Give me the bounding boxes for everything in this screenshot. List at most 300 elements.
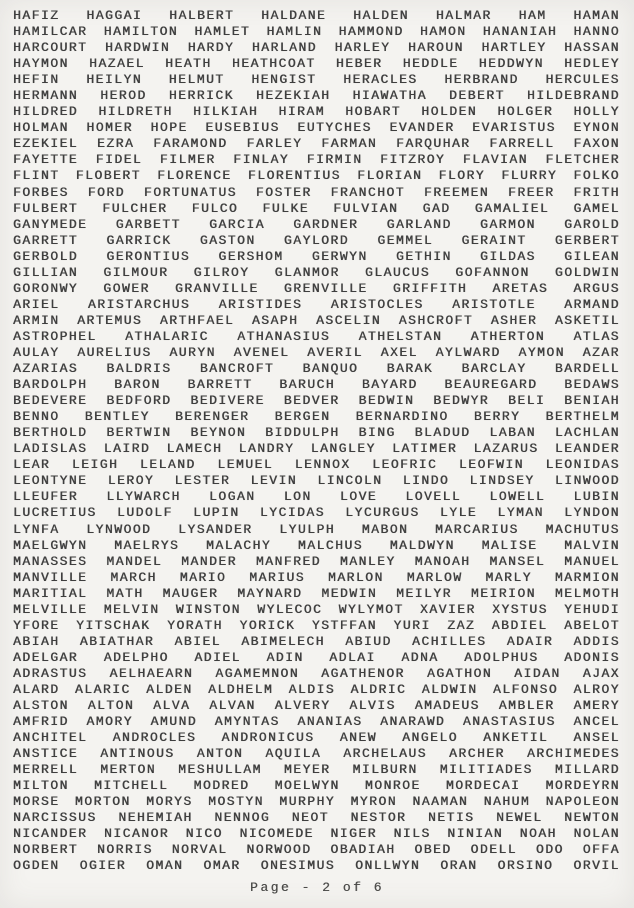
name-entry: GARRICK	[106, 232, 172, 248]
name-entry: LINDO	[402, 473, 450, 489]
name-list-line	[13, 586, 620, 602]
name-entry: HAMILTON	[103, 24, 179, 40]
name-entry: MELMOTH	[554, 585, 620, 601]
name-entry: MANASSES	[13, 553, 88, 569]
name-list-line	[13, 554, 620, 570]
name-entry: HARTLEY	[481, 40, 547, 56]
name-entry: MITCHELL	[94, 778, 169, 794]
name-list-line	[13, 666, 620, 682]
name-entry: GARDNER	[293, 216, 359, 232]
name-entry: ALDIS	[288, 681, 336, 697]
name-entry: MANLEY	[339, 553, 396, 569]
name-entry: NORWOOD	[246, 842, 312, 858]
name-entry: HARDWIN	[105, 40, 171, 56]
name-entry: HANNO	[573, 24, 620, 40]
name-list-line	[13, 217, 620, 233]
name-list-line	[13, 329, 620, 345]
name-entry: LOWELL	[489, 489, 546, 505]
name-entry: LATIMER	[392, 441, 458, 457]
name-entry: ABIUD	[345, 633, 392, 649]
name-entry: YURI	[393, 617, 431, 633]
name-entry: HAMILCAR	[13, 24, 88, 40]
name-entry: GAYLORD	[283, 232, 350, 248]
name-list-line	[13, 457, 620, 473]
name-entry: GOFANNON	[455, 264, 530, 280]
name-entry: HAM	[518, 8, 547, 23]
name-entry: GLAUCUS	[364, 264, 431, 280]
name-entry: GAMALIEL	[474, 200, 550, 216]
name-entry: NENNOG	[214, 810, 271, 826]
name-entry: ALFONSO	[492, 681, 559, 697]
name-entry: GARRETT	[13, 232, 79, 248]
name-entry: AYMON	[518, 344, 565, 360]
name-list-line	[13, 682, 620, 698]
name-entry: HOPE	[150, 120, 188, 136]
name-entry: BEDWYR	[433, 393, 490, 409]
name-entry: LEONTYNE	[13, 473, 88, 489]
name-entry: BERRY	[473, 409, 521, 425]
name-list-line	[13, 762, 620, 778]
name-entry: ADONIS	[564, 649, 620, 665]
name-entry: ADELGAR	[13, 649, 79, 665]
name-entry: ADDIS	[573, 633, 620, 649]
name-entry: ASHER	[490, 312, 538, 328]
name-entry: FOLKO	[573, 168, 620, 184]
name-entry: AZAR	[582, 344, 620, 360]
name-entry: BLADUD	[414, 425, 471, 441]
name-entry: AMFRID	[13, 714, 69, 730]
name-entry: GASTON	[199, 232, 256, 248]
name-entry: FULKE	[262, 200, 309, 216]
name-entry: MAELGWYN	[13, 537, 88, 553]
name-entry: ABELOT	[564, 617, 620, 633]
name-entry: LUBIN	[573, 489, 620, 505]
name-entry: ALVAN	[209, 698, 256, 714]
name-entry: FLORIAN	[357, 168, 423, 184]
name-entry: XYSTUS	[492, 601, 548, 617]
name-entry: HAFIZ	[13, 8, 60, 23]
name-entry: LUCRETIUS	[13, 505, 97, 521]
name-entry: GLANMOR	[274, 264, 340, 280]
name-entry: ATLAS	[573, 328, 620, 344]
name-entry: FIDEL	[95, 152, 143, 168]
name-entry: MARITIAL	[13, 585, 88, 601]
name-entry: HEROD	[100, 88, 147, 104]
name-entry: GILEAN	[564, 248, 620, 264]
name-entry: XAVIER	[419, 601, 476, 617]
name-list-line	[13, 473, 620, 489]
name-entry: ANSEL	[573, 730, 620, 746]
name-entry: HERRICK	[168, 88, 234, 104]
name-entry: NESTOR	[350, 810, 407, 826]
name-entry: ALVERY	[274, 698, 331, 714]
name-entry: FULCO	[191, 200, 239, 216]
name-entry: MAYNARD	[237, 585, 303, 601]
name-entry: BING	[358, 425, 396, 441]
name-entry: ANTINOUS	[100, 746, 175, 762]
name-entry: LEVIN	[250, 473, 298, 489]
name-entry: ANSTICE	[13, 746, 79, 762]
name-list-line	[13, 810, 620, 826]
name-entry: ARCHER	[449, 746, 505, 762]
name-entry: MALVIN	[564, 537, 620, 553]
name-entry: MANFRED	[255, 553, 321, 569]
name-entry: ARCHELAUS	[343, 746, 427, 762]
name-entry: YITSCHAK	[76, 617, 151, 633]
name-entry: GILMOUR	[103, 264, 169, 280]
name-entry: LESTER	[174, 473, 231, 489]
name-entry: GERSHOM	[218, 248, 284, 264]
name-entry: ARISTIDES	[218, 296, 303, 312]
name-entry: ALARD	[13, 681, 60, 697]
name-entry: FLAVIAN	[462, 152, 528, 168]
name-entry: HILDEBRAND	[526, 88, 620, 104]
name-entry: AIDAN	[514, 665, 561, 681]
name-entry: FREEMEN	[423, 184, 490, 200]
name-entry: ASTROPHEL	[13, 328, 97, 344]
name-list-line	[13, 842, 620, 858]
name-entry: LON	[283, 489, 312, 505]
name-list-line	[13, 201, 620, 217]
name-entry: BEAUREGARD	[444, 377, 538, 393]
name-entry: FLINT	[13, 168, 60, 184]
name-entry: BERENGER	[175, 409, 250, 425]
name-entry: ADIEL	[194, 649, 241, 665]
name-entry: NOAH	[519, 826, 557, 842]
name-entry: OGDEN	[13, 858, 60, 874]
name-entry: BERGEN	[274, 409, 331, 425]
name-entry: MATH	[106, 585, 144, 601]
name-entry: BERTHOLD	[13, 425, 88, 441]
name-entry: BEDFORD	[106, 393, 172, 409]
name-entry: FOSTER	[255, 184, 312, 200]
name-entry: BEDEVERE	[13, 393, 88, 409]
name-entry: MARLOW	[406, 569, 463, 585]
name-entry: ATHANASIUS	[237, 328, 331, 344]
name-entry: ARGUS	[573, 280, 620, 296]
name-entry: NEOT	[291, 810, 329, 826]
name-list-line	[13, 8, 620, 24]
name-entry: FAYETTE	[13, 152, 79, 168]
name-entry: HOLGER	[497, 104, 554, 120]
name-entry: NOLAN	[573, 826, 620, 842]
name-entry: MEDWIN	[321, 585, 378, 601]
name-entry: BEDVER	[283, 393, 340, 409]
name-entry: FREER	[508, 184, 555, 200]
name-entry: FORD	[87, 184, 125, 200]
name-entry: MOELWYN	[274, 778, 340, 794]
name-entry: GARBETT	[115, 216, 181, 232]
name-entry: ANCHITEL	[13, 730, 88, 746]
name-entry: ODELL	[470, 842, 518, 858]
name-entry: HEDLEY	[564, 56, 620, 72]
name-entry: MAUGER	[162, 585, 219, 601]
name-entry: ALVA	[153, 698, 191, 714]
name-list-line	[13, 489, 620, 505]
name-entry: HILDRED	[13, 104, 79, 120]
name-entry: GAROLD	[564, 216, 620, 232]
name-list-line	[13, 570, 620, 586]
name-entry: HEDDLE	[402, 56, 459, 72]
name-entry: MARCH	[110, 569, 157, 585]
name-list-line	[13, 281, 620, 297]
name-entry: ARISTOTLE	[452, 296, 536, 312]
name-entry: LINCOLN	[317, 473, 383, 489]
name-entry: ATHALARIC	[125, 328, 209, 344]
name-entry: AULAY	[13, 344, 60, 360]
name-entry: LEANDER	[554, 441, 620, 457]
name-entry: MELVILLE	[13, 601, 88, 617]
name-entry: HOMER	[86, 120, 133, 136]
name-entry: FULVIAN	[333, 200, 399, 216]
name-entry: HOLDEN	[421, 104, 478, 120]
name-entry: NORBERT	[13, 842, 79, 858]
name-entry: FITZROY	[380, 152, 446, 168]
name-entry: BANCROFT	[199, 361, 275, 377]
name-entry: MANUEL	[564, 553, 620, 569]
name-list-line	[13, 104, 620, 120]
name-entry: GRENVILLE	[283, 280, 368, 296]
name-entry: MORDEYRN	[545, 778, 620, 794]
name-entry: GILDAS	[480, 248, 536, 264]
name-entry: GORONWY	[13, 280, 79, 296]
name-entry: ARETAS	[492, 280, 549, 296]
name-entry: ALSTON	[13, 698, 69, 714]
name-entry: LLEUFER	[13, 489, 79, 505]
name-list-line	[13, 650, 620, 666]
name-entry: ARMIN	[13, 312, 60, 328]
name-entry: WYLYMOT	[338, 601, 404, 617]
name-list-line	[13, 136, 620, 152]
name-entry: ANGELO	[402, 730, 458, 746]
name-entry: GRANVILLE	[175, 280, 259, 296]
name-list-line	[13, 522, 620, 538]
name-entry: OMAN	[146, 858, 184, 874]
name-entry: MOSTYN	[208, 794, 264, 810]
name-entry: AGAMEMNON	[215, 665, 300, 681]
name-list-line	[13, 152, 620, 168]
name-entry: FLURRY	[501, 168, 558, 184]
name-entry: ADLAI	[329, 649, 376, 665]
name-entry: GOLDWIN	[554, 264, 620, 280]
name-entry: GOWER	[103, 280, 150, 296]
name-list-line	[13, 538, 620, 554]
name-entry: MARIUS	[249, 569, 306, 585]
name-entry: GANYMEDE	[13, 216, 88, 232]
name-entry: MARIO	[179, 569, 227, 585]
name-entry: AXEL	[380, 344, 418, 360]
name-entry: EZEKIEL	[13, 136, 79, 152]
name-entry: ATHELSTAN	[358, 328, 443, 344]
name-list-line	[13, 618, 620, 634]
name-entry: HARDY	[187, 40, 235, 56]
name-entry: ALARIC	[74, 681, 131, 697]
name-entry: ADIN	[266, 649, 304, 665]
name-entry: NINIAN	[447, 826, 504, 842]
name-entry: GAMEL	[573, 200, 620, 216]
name-entry: MYRON	[350, 794, 398, 810]
name-entry: ABDIEL	[491, 617, 548, 633]
name-entry: ADOLPHUS	[464, 649, 539, 665]
name-entry: MORDECAI	[445, 778, 521, 794]
name-entry: FORBES	[13, 184, 69, 200]
name-entry: GERBOLD	[13, 248, 79, 264]
name-entry: LEONIDAS	[545, 457, 620, 473]
name-entry: AMERY	[573, 698, 620, 714]
name-entry: FLORENTIUS	[247, 168, 341, 184]
name-entry: NICANOR	[103, 826, 170, 842]
name-entry: NICANDER	[13, 826, 88, 842]
name-entry: LYSANDER	[178, 521, 253, 537]
name-list-line	[13, 361, 620, 377]
name-entry: BENNO	[13, 409, 60, 425]
name-entry: MERRELL	[13, 762, 79, 778]
name-entry: BARON	[114, 377, 161, 393]
name-entry: ALDRIC	[350, 681, 407, 697]
name-entry: NEWEL	[496, 810, 543, 826]
name-entry: ARISTARCHUS	[87, 296, 191, 312]
name-list-line	[13, 88, 620, 104]
name-list-line	[13, 409, 620, 425]
name-entry: NORVAL	[171, 842, 228, 858]
name-entry: MARMION	[554, 569, 620, 585]
name-entry: GARCIA	[209, 216, 265, 232]
name-entry: HEZEKIAH	[256, 88, 331, 104]
name-entry: ANKETIL	[483, 730, 549, 746]
name-entry: FRANCHOT	[330, 184, 406, 200]
name-entry: LYNFA	[13, 521, 60, 537]
name-entry: ANASTASIUS	[462, 714, 556, 730]
name-entry: HAMAN	[573, 8, 620, 23]
name-entry: HENGIST	[251, 72, 317, 88]
name-entry: HASSAN	[564, 40, 620, 56]
name-entry: HAROUN	[408, 40, 464, 56]
name-entry: LEAR	[13, 457, 51, 473]
name-entry: FULCHER	[102, 200, 168, 216]
name-entry: OMAR	[203, 858, 241, 874]
name-entry: MESHULLAM	[178, 762, 262, 778]
name-entry: HAMLET	[194, 24, 251, 40]
name-entry: ARISTOCLES	[330, 296, 424, 312]
name-entry: ABIATHAR	[79, 633, 155, 649]
name-entry: MANVILLE	[13, 569, 88, 585]
name-entry: HAMMOND	[338, 24, 404, 40]
name-entry: NEWTON	[564, 810, 620, 826]
name-entry: HEFIN	[13, 72, 60, 88]
name-entry: HEATHCOAT	[231, 56, 316, 72]
name-entry: FULBERT	[13, 200, 79, 216]
name-entry: HERCULES	[545, 72, 620, 88]
name-entry: ASHCROFT	[398, 312, 474, 328]
name-entry: LAMECH	[166, 441, 223, 457]
name-entry: HANANIAH	[482, 24, 558, 40]
name-entry: AMBLER	[498, 698, 555, 714]
name-entry: MORSE	[13, 794, 60, 810]
name-entry: MELVIN	[103, 601, 160, 617]
name-entry: LAZARUS	[473, 441, 539, 457]
name-entry: LADISLAS	[13, 441, 88, 457]
name-list-line	[13, 602, 620, 618]
name-list-line	[13, 714, 620, 730]
name-entry: LOVE	[339, 489, 378, 505]
name-list-line	[13, 40, 620, 56]
name-list-line	[13, 120, 620, 136]
name-list-line	[13, 794, 620, 810]
name-entry: ACHILLES	[412, 633, 487, 649]
name-entry: ARMAND	[564, 296, 620, 312]
name-entry: HELMUT	[168, 72, 225, 88]
name-entry: BAYARD	[361, 377, 418, 393]
name-entry: NEHEMIAH	[118, 810, 193, 826]
name-entry: FINLAY	[233, 152, 290, 168]
name-entry: LANGLEY	[310, 441, 376, 457]
name-entry: LLYWARCH	[106, 489, 181, 505]
name-entry: GRIFFITH	[392, 280, 468, 296]
name-entry: MEYER	[283, 762, 331, 778]
name-entry: MORYS	[146, 794, 193, 810]
name-list-line	[13, 24, 620, 40]
name-entry: MONROE	[364, 778, 421, 794]
name-entry: AYLWARD	[435, 344, 501, 360]
name-entry: YORICK	[239, 617, 296, 633]
name-entry: FLOBERT	[75, 168, 141, 184]
name-list-line	[13, 425, 620, 441]
name-entry: ANTON	[196, 746, 244, 762]
name-entry: GETHIN	[395, 248, 452, 264]
name-entry: EUTYCHES	[297, 120, 372, 136]
name-list-line	[13, 441, 620, 457]
name-entry: GAD	[422, 200, 451, 216]
name-entry: ODO	[535, 842, 564, 858]
name-entry: FARLEY	[246, 136, 303, 152]
name-entry: LENNOX	[294, 457, 351, 473]
name-entry: MILBURN	[352, 762, 418, 778]
name-entry: EUSEBIUS	[205, 120, 280, 136]
name-entry: LYNWOOD	[86, 521, 152, 537]
name-entry: MABON	[361, 521, 409, 537]
name-entry: LYULPH	[279, 521, 336, 537]
name-entry: ANCEL	[573, 714, 620, 730]
name-list-line	[13, 185, 620, 201]
name-list-line	[13, 168, 620, 184]
name-entry: MEILYR	[396, 585, 452, 601]
name-entry: BEDWIN	[358, 393, 415, 409]
name-entry: HARLEY	[334, 40, 391, 56]
name-entry: AJAX	[582, 665, 620, 681]
name-entry: WYLECOC	[257, 601, 323, 617]
name-entry: OFFA	[582, 842, 620, 858]
name-entry: ANDROCLES	[112, 730, 197, 746]
name-entry: HARCOURT	[13, 40, 88, 56]
name-entry: LUPIN	[193, 505, 240, 521]
name-entry: ALDWIN	[421, 681, 478, 697]
name-entry: MILTON	[13, 778, 69, 794]
name-entry: MURPHY	[279, 794, 336, 810]
name-entry: MANDEL	[106, 553, 163, 569]
name-entry: LYCIDAS	[259, 505, 325, 521]
name-entry: AMORY	[86, 714, 133, 730]
name-entry: YSTFFAN	[311, 617, 377, 633]
name-entry: NAAMAN	[412, 794, 469, 810]
name-entry: HALBERT	[169, 8, 235, 23]
name-entry: GERBERT	[554, 232, 620, 248]
name-entry: FARMAN	[321, 136, 378, 152]
name-entry: NETIS	[427, 810, 475, 826]
name-entry: MANOAH	[414, 553, 471, 569]
name-entry: LYLE	[439, 505, 478, 521]
name-entry: HEBER	[335, 56, 383, 72]
name-list-line	[13, 377, 620, 393]
